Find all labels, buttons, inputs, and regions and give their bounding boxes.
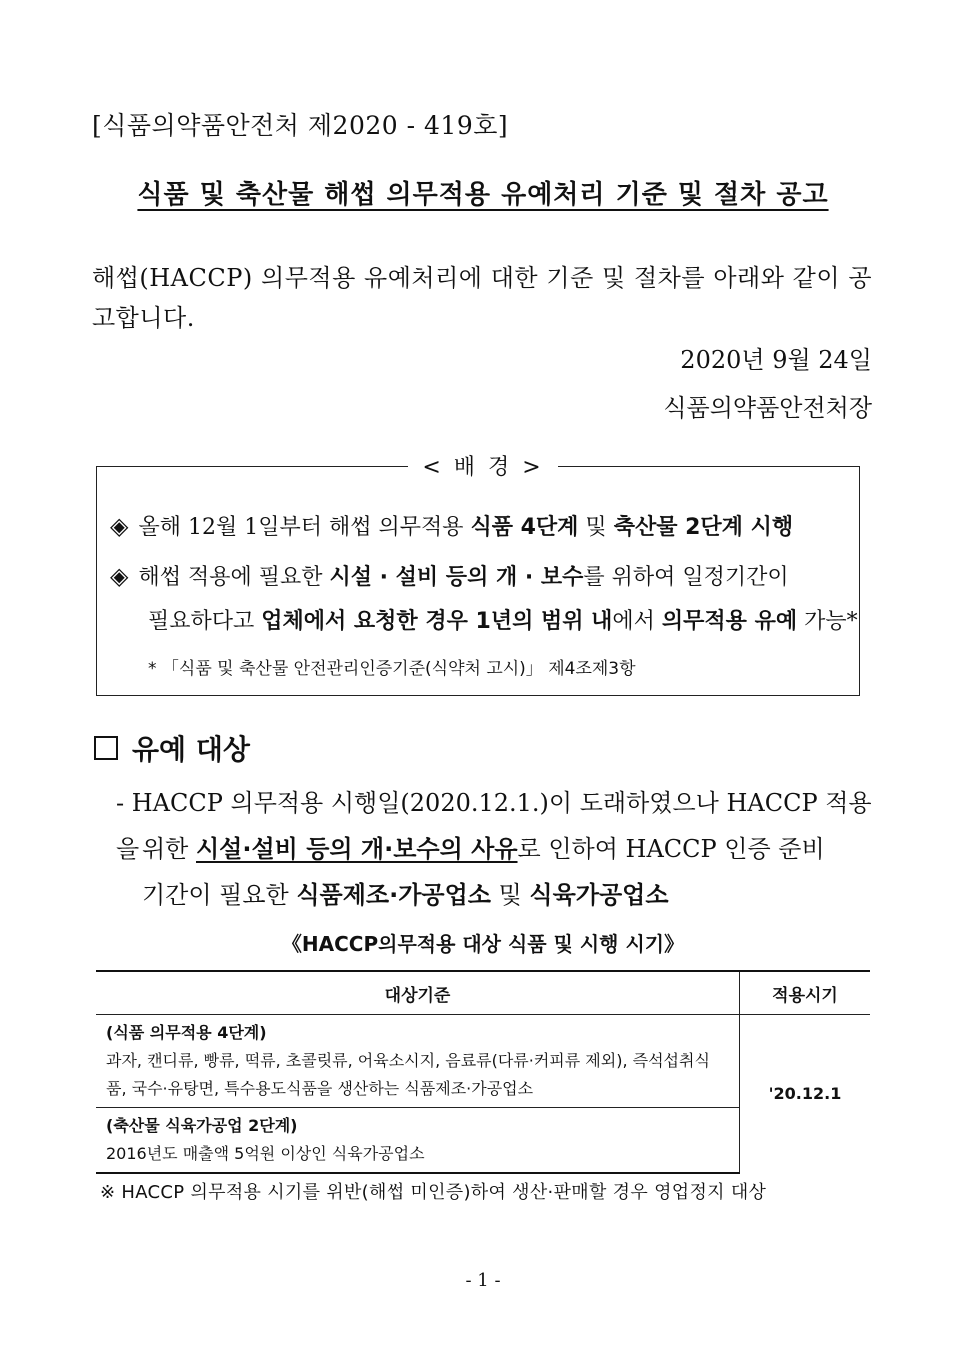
meat-group-title: (축산물 식육가공업 2단계): [106, 1116, 298, 1135]
issuer: 식품의약품안전처장: [663, 394, 872, 422]
diamond-bullet-icon: ◈: [110, 512, 129, 540]
p2-post: 로 인하여 HACCP 인증 준비: [517, 835, 825, 863]
p3-mid: 및: [490, 881, 530, 909]
table-caption: 《HACCP의무적용 대상 식품 및 시행 시기》: [281, 932, 685, 956]
title-text: 식품 및 축산물 해썹 의무적용 유예처리 기준 및 절차 공고: [137, 180, 829, 210]
p2-pre: 위한: [142, 835, 196, 863]
diamond-bullet-icon: ◈: [110, 562, 129, 590]
page-title: [0, 174, 966, 211]
notice-number: [식품의약품안전처 제2020 - 419호]: [92, 111, 509, 140]
b2c-mid: 에서: [612, 609, 662, 634]
b2c-post: 가능*: [797, 609, 858, 634]
food-group-text: 과자, 캔디류, 빵류, 떡류, 초콜릿류, 어육소시지, 음료류(다류·커피류 제외), 즉석섭취식품, 국수·유탕면, 특수용도식품을 생산하는 식품제조·가공업소: [106, 1051, 710, 1098]
background-bullet-1: [110, 510, 793, 544]
background-heading: [0, 450, 966, 481]
meat-group-text: 2016년도 매출액 5억원 이상인 식육가공업소: [106, 1144, 425, 1163]
b2c-bold1: 업체에서 요청한 경우 1년의 범위 내: [261, 609, 613, 634]
table-cell-meat: [96, 1108, 740, 1174]
b2c-pre: 필요하다고: [148, 609, 262, 634]
b2-post: 를 위하여 일정기간이: [583, 565, 789, 590]
p3-bold2: 식육가공업소: [529, 881, 669, 909]
background-bullet-2: [110, 560, 789, 594]
section-heading-text: 유예 대상: [132, 733, 250, 766]
p2-underlined: 시설·설비 등의 개·보수의 사유: [196, 835, 518, 863]
section-line-1: - HACCP 의무적용 시행일(2020.12.1.)이 도래하였으나 HACCP 적용을: [116, 789, 872, 863]
b1-mid: 및: [578, 515, 614, 540]
page-number: - 1 -: [465, 1270, 501, 1291]
table-cell-food: [96, 1015, 740, 1108]
background-bullet-2-continued: [148, 606, 858, 638]
p3-pre: 기간이 필요한: [142, 881, 297, 909]
table-cell-date: '20.12.1: [740, 1015, 871, 1174]
b2-bold1: 시설 · 설비 등의 개 · 보수: [329, 565, 584, 590]
background-heading-text: < 배 경 >: [408, 455, 557, 480]
remark: ※ HACCP 의무적용 시기를 위반(해썹 미인증)하여 생산·판매할 경우 영업정지 대상: [100, 1182, 767, 1203]
b2-pre: 해썹 적용에 필요한: [138, 565, 330, 590]
header-criteria: 대상기준: [96, 971, 740, 1015]
checkbox-square-icon: [94, 736, 118, 760]
b1-bold1: 식품 4단계: [470, 515, 579, 540]
haccp-schedule-table: [96, 970, 870, 1174]
b1-pre: 올해 12월 1일부터 해썹 의무적용: [138, 515, 471, 540]
section-line-3: [142, 872, 898, 918]
table-row: [96, 1015, 870, 1108]
p3-bold1: 식품제조·가공업소: [296, 881, 491, 909]
b1-bold2: 축산물 2단계 시행: [613, 515, 794, 540]
table-header-row: [96, 971, 870, 1015]
intro-paragraph: 해썹(HACCP) 의무적용 유예처리에 대한 기준 및 절차를 아래와 같이 공고합니다.: [92, 264, 872, 332]
header-date: 적용시기: [740, 971, 871, 1015]
section-line-2: [142, 826, 872, 872]
b2c-bold2: 의무적용 유예: [661, 609, 798, 634]
section-heading: [94, 728, 250, 768]
notice-date: 2020년 9월 24일: [680, 346, 872, 374]
background-footnote: * 「식품 및 축산물 안전관리인증기준(식약처 고시)」 제4조제3항: [148, 659, 636, 679]
food-group-title: (식품 의무적용 4단계): [106, 1023, 267, 1042]
